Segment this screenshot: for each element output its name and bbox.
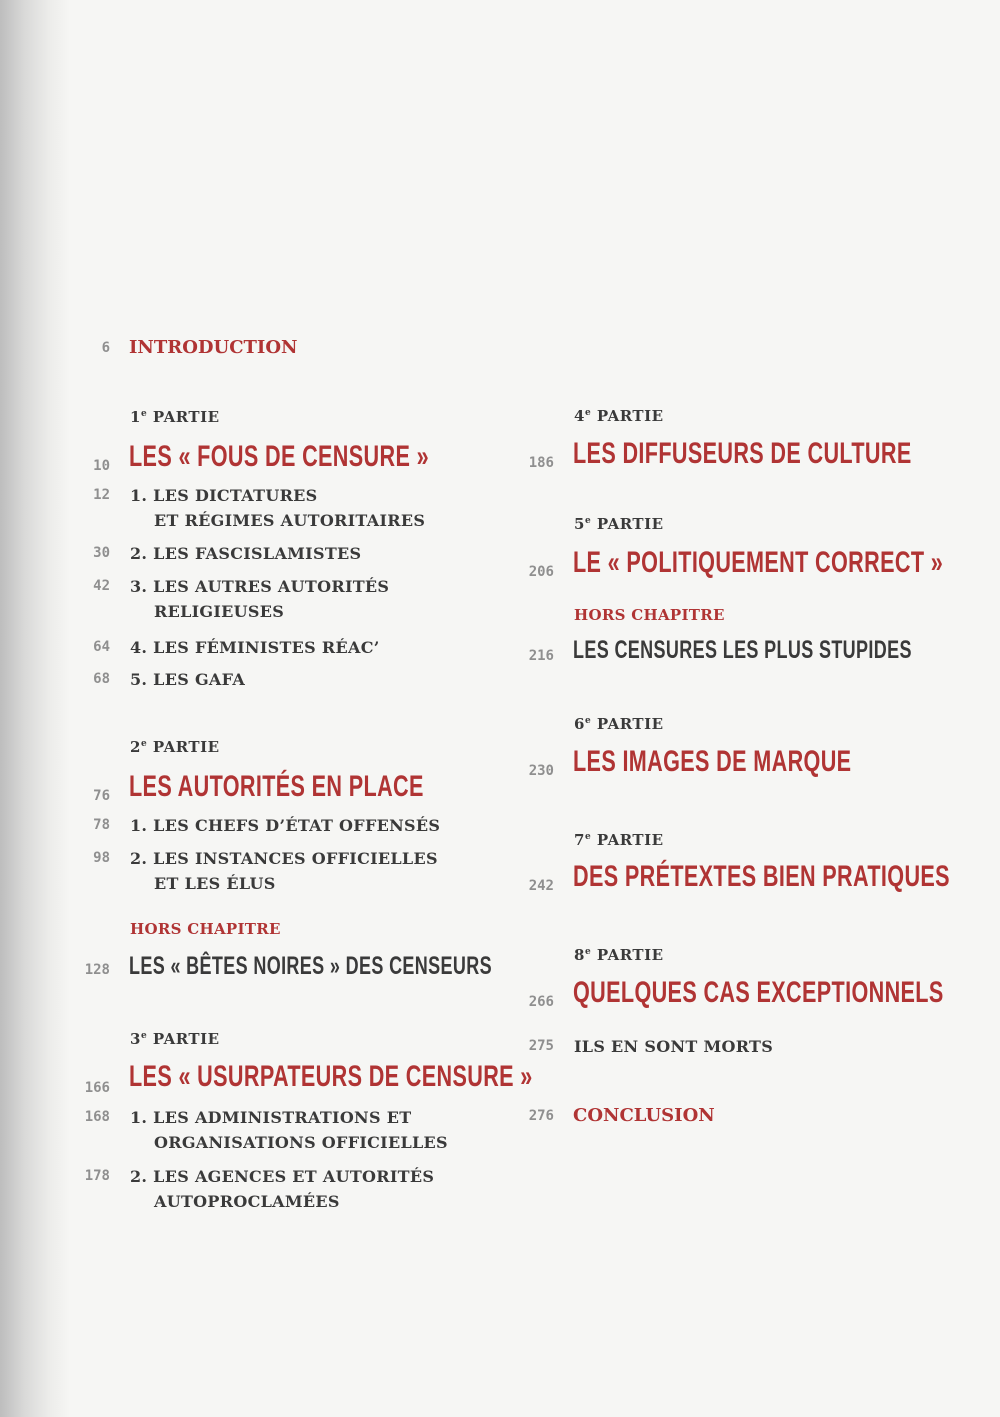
page-number: 266 bbox=[528, 994, 554, 1010]
introduction-label: INTRODUCTION bbox=[129, 337, 298, 358]
hors-chapitre-label: HORS CHAPITRE bbox=[130, 920, 281, 938]
part-heading-3: 3e PARTIE bbox=[130, 1030, 220, 1048]
chapter-title-continued: RELIGIEUSES bbox=[154, 602, 285, 621]
part-title: LES DIFFUSEURS DE CULTURE bbox=[573, 437, 912, 470]
page-number: 10 bbox=[93, 458, 110, 474]
part-heading-7: 7e PARTIE bbox=[574, 831, 664, 849]
page-number: 128 bbox=[84, 962, 110, 978]
page-number: 216 bbox=[528, 648, 554, 664]
page-number: 178 bbox=[84, 1168, 110, 1184]
page-number: 206 bbox=[528, 564, 554, 580]
part-title: LES « FOUS DE CENSURE » bbox=[129, 440, 429, 473]
page-number: 78 bbox=[93, 817, 110, 833]
hors-chapitre-label: HORS CHAPITRE bbox=[574, 606, 725, 624]
conclusion-label: CONCLUSION bbox=[573, 1105, 715, 1126]
page-number: 275 bbox=[528, 1038, 554, 1054]
page-number: 12 bbox=[93, 487, 110, 503]
page-number: 98 bbox=[93, 850, 110, 866]
page-number: 230 bbox=[528, 763, 554, 779]
chapter-title-continued: ET LES ÉLUS bbox=[154, 874, 276, 893]
page-number: 76 bbox=[93, 788, 110, 804]
chapter-title: 2. LES INSTANCES OFFICIELLES bbox=[130, 849, 438, 868]
chapter-title: 2. LES FASCISLAMISTES bbox=[130, 544, 362, 563]
chapter-title-continued: ET RÉGIMES AUTORITAIRES bbox=[154, 511, 426, 530]
chapter-title: 2. LES AGENCES ET AUTORITÉS bbox=[130, 1167, 435, 1186]
chapter-title: 5. LES GAFA bbox=[130, 670, 246, 689]
part-heading-5: 5e PARTIE bbox=[574, 515, 664, 533]
chapter-title: 4. LES FÉMINISTES RÉAC’ bbox=[130, 638, 380, 657]
page-number: 68 bbox=[93, 671, 110, 687]
binding-shadow bbox=[0, 0, 70, 1417]
part-heading-6: 6e PARTIE bbox=[574, 715, 664, 733]
page-number: 42 bbox=[93, 578, 110, 594]
part-heading-8: 8e PARTIE bbox=[574, 946, 664, 964]
part-title: DES PRÉTEXTES BIEN PRATIQUES bbox=[573, 860, 950, 893]
page-number: 166 bbox=[84, 1080, 110, 1096]
page-number: 30 bbox=[93, 545, 110, 561]
chapter-title: 1. LES ADMINISTRATIONS ET bbox=[130, 1108, 412, 1127]
page-number: 242 bbox=[528, 878, 554, 894]
extra-entry-title: ILS EN SONT MORTS bbox=[574, 1037, 774, 1056]
chapter-title: 1. LES DICTATURES bbox=[130, 486, 318, 505]
page-number: 186 bbox=[528, 455, 554, 471]
page-number: 168 bbox=[84, 1109, 110, 1125]
chapter-title: 1. LES CHEFS D’ÉTAT OFFENSÉS bbox=[130, 816, 441, 835]
part-heading-1: 1e PARTIE bbox=[130, 408, 220, 426]
chapter-title: 3. LES AUTRES AUTORITÉS bbox=[130, 577, 390, 596]
page-number: 276 bbox=[528, 1108, 554, 1124]
part-title: LES « USURPATEURS DE CENSURE » bbox=[129, 1060, 533, 1093]
page-number: 6 bbox=[101, 340, 110, 356]
part-title: LES AUTORITÉS EN PLACE bbox=[129, 770, 424, 803]
hors-chapitre-title: LES « BÊTES NOIRES » DES CENSEURS bbox=[129, 952, 492, 980]
part-heading-4: 4e PARTIE bbox=[574, 407, 664, 425]
hors-chapitre-title: LES CENSURES LES PLUS STUPIDES bbox=[573, 636, 912, 664]
chapter-title-continued: AUTOPROCLAMÉES bbox=[154, 1192, 340, 1211]
part-title: LES IMAGES DE MARQUE bbox=[573, 745, 852, 778]
part-heading-2: 2e PARTIE bbox=[130, 738, 220, 756]
part-title: LE « POLITIQUEMENT CORRECT » bbox=[573, 546, 944, 579]
chapter-title-continued: ORGANISATIONS OFFICIELLES bbox=[154, 1133, 448, 1152]
page-number: 64 bbox=[93, 639, 110, 655]
part-title: QUELQUES CAS EXCEPTIONNELS bbox=[573, 976, 944, 1009]
